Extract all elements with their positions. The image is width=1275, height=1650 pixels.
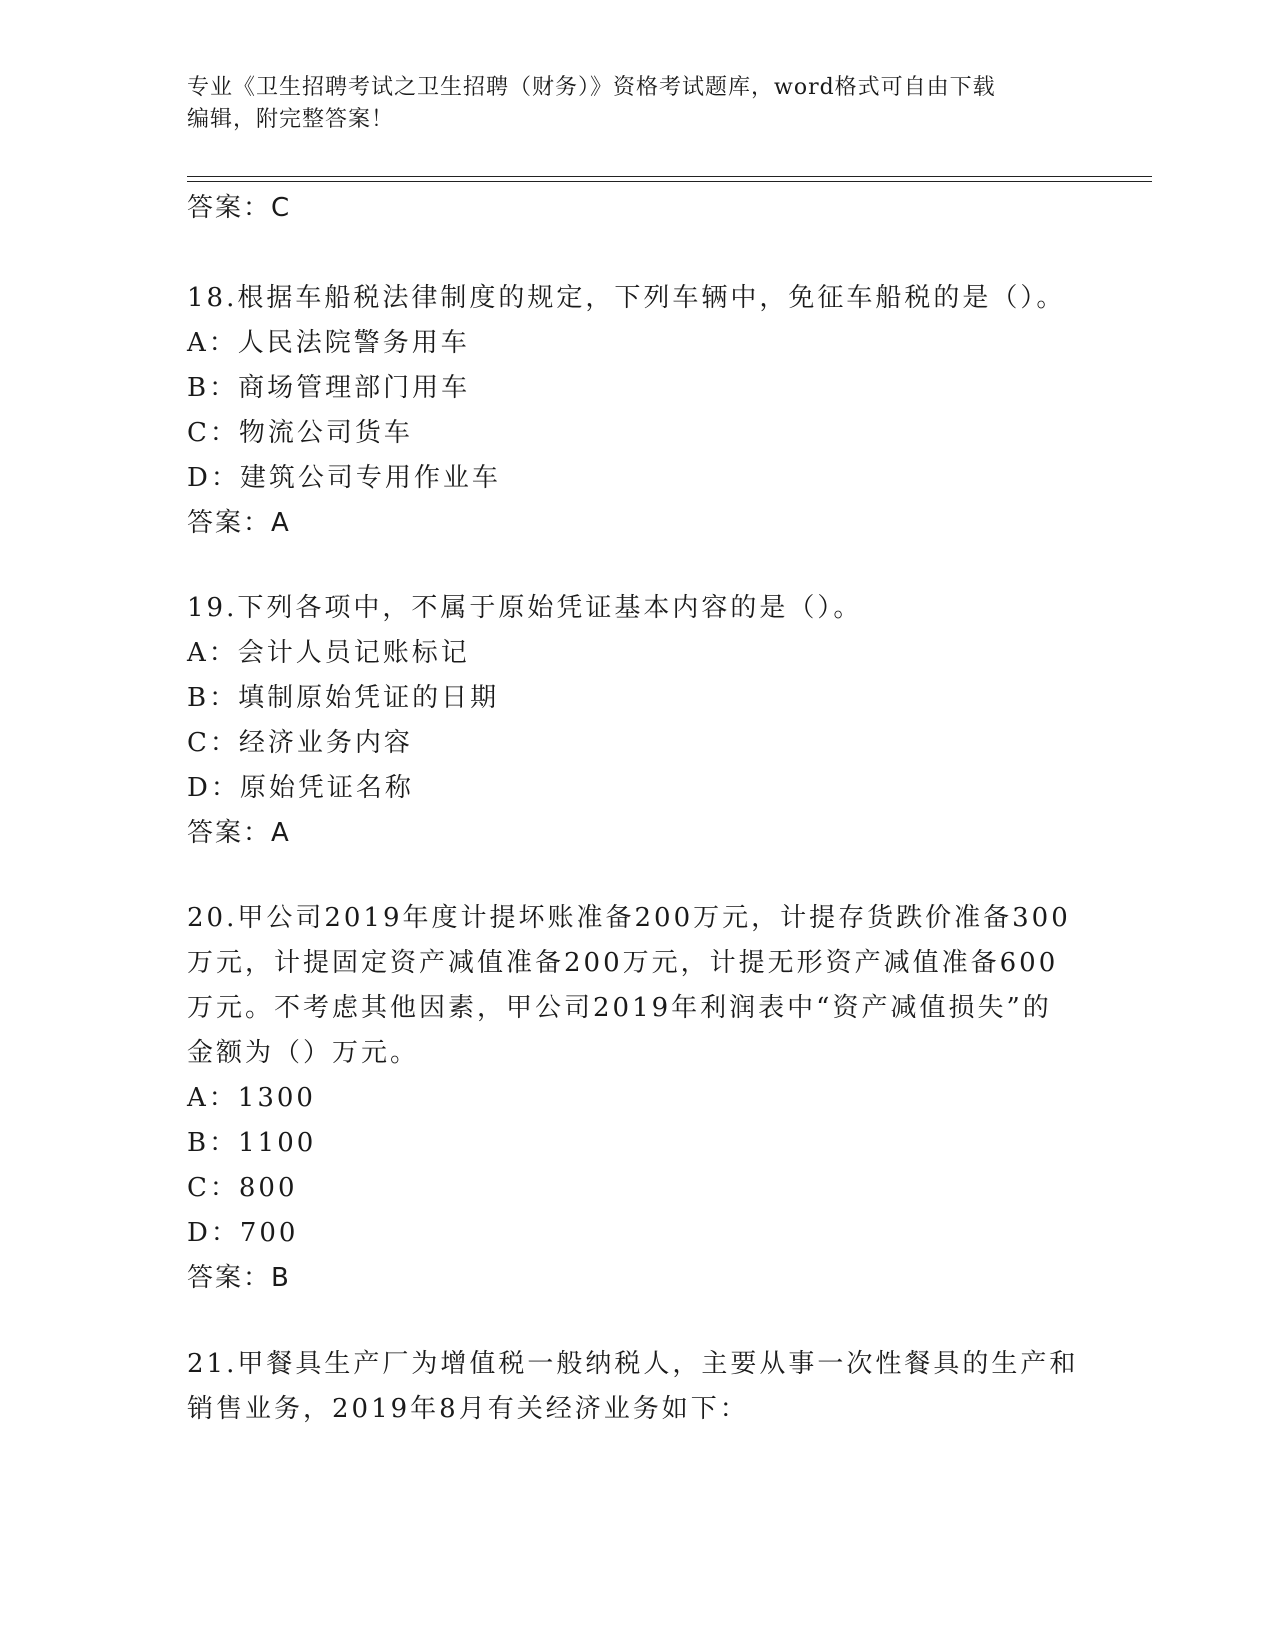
option-d: D：建筑公司专用作业车 bbox=[187, 463, 501, 493]
question-stem-line-1: 21.甲餐具生产厂为增值税一般纳税人，主要从事一次性餐具的生产和 bbox=[187, 1349, 1079, 1379]
option-c: C：800 bbox=[187, 1173, 298, 1203]
answer-text: 答案：A bbox=[187, 508, 291, 538]
question-19 bbox=[187, 586, 1087, 856]
header-divider-bottom bbox=[187, 181, 1152, 182]
option-a: A：人民法院警务用车 bbox=[187, 328, 470, 358]
question-stem: 18.根据车船税法律制度的规定，下列车辆中，免征车船税的是（）。 bbox=[187, 283, 1066, 313]
answer-text: 答案：C bbox=[187, 193, 292, 223]
answer-text: 答案：B bbox=[187, 1263, 291, 1293]
document-header bbox=[187, 72, 1067, 136]
question-20 bbox=[187, 896, 1087, 1301]
option-d: D：700 bbox=[187, 1218, 299, 1248]
question-21 bbox=[187, 1342, 1087, 1432]
question-stem-line-2: 销售业务，2019年8月有关经济业务如下： bbox=[187, 1394, 749, 1424]
option-b: B：1100 bbox=[187, 1128, 317, 1158]
option-a: A：1300 bbox=[187, 1083, 316, 1113]
option-d: D：原始凭证名称 bbox=[187, 773, 414, 803]
question-stem: 19.下列各项中，不属于原始凭证基本内容的是（）。 bbox=[187, 593, 863, 623]
header-line-1: 专业《卫生招聘考试之卫生招聘（财务）》资格考试题库，word格式可自由下载 bbox=[187, 75, 996, 100]
question-stem-line-2: 万元，计提固定资产减值准备200万元，计提无形资产减值准备600 bbox=[187, 948, 1059, 978]
question-18 bbox=[187, 276, 1087, 546]
question-stem-line-3: 万元。不考虑其他因素，甲公司2019年利润表中“资产减值损失”的 bbox=[187, 993, 1052, 1023]
option-b: B：填制原始凭证的日期 bbox=[187, 683, 500, 713]
option-c: C：物流公司货车 bbox=[187, 418, 413, 448]
option-c: C：经济业务内容 bbox=[187, 728, 413, 758]
header-line-2: 编辑，附完整答案！ bbox=[187, 107, 395, 132]
question-stem-line-1: 20.甲公司2019年度计提坏账准备200万元，计提存货跌价准备300 bbox=[187, 903, 1071, 933]
option-b: B：商场管理部门用车 bbox=[187, 373, 471, 403]
answer-text: 答案：A bbox=[187, 818, 291, 848]
option-a: A：会计人员记账标记 bbox=[187, 638, 470, 668]
previous-answer-block bbox=[187, 186, 1087, 231]
question-stem-line-4: 金额为（）万元。 bbox=[187, 1038, 420, 1068]
header-divider-top bbox=[187, 176, 1152, 177]
